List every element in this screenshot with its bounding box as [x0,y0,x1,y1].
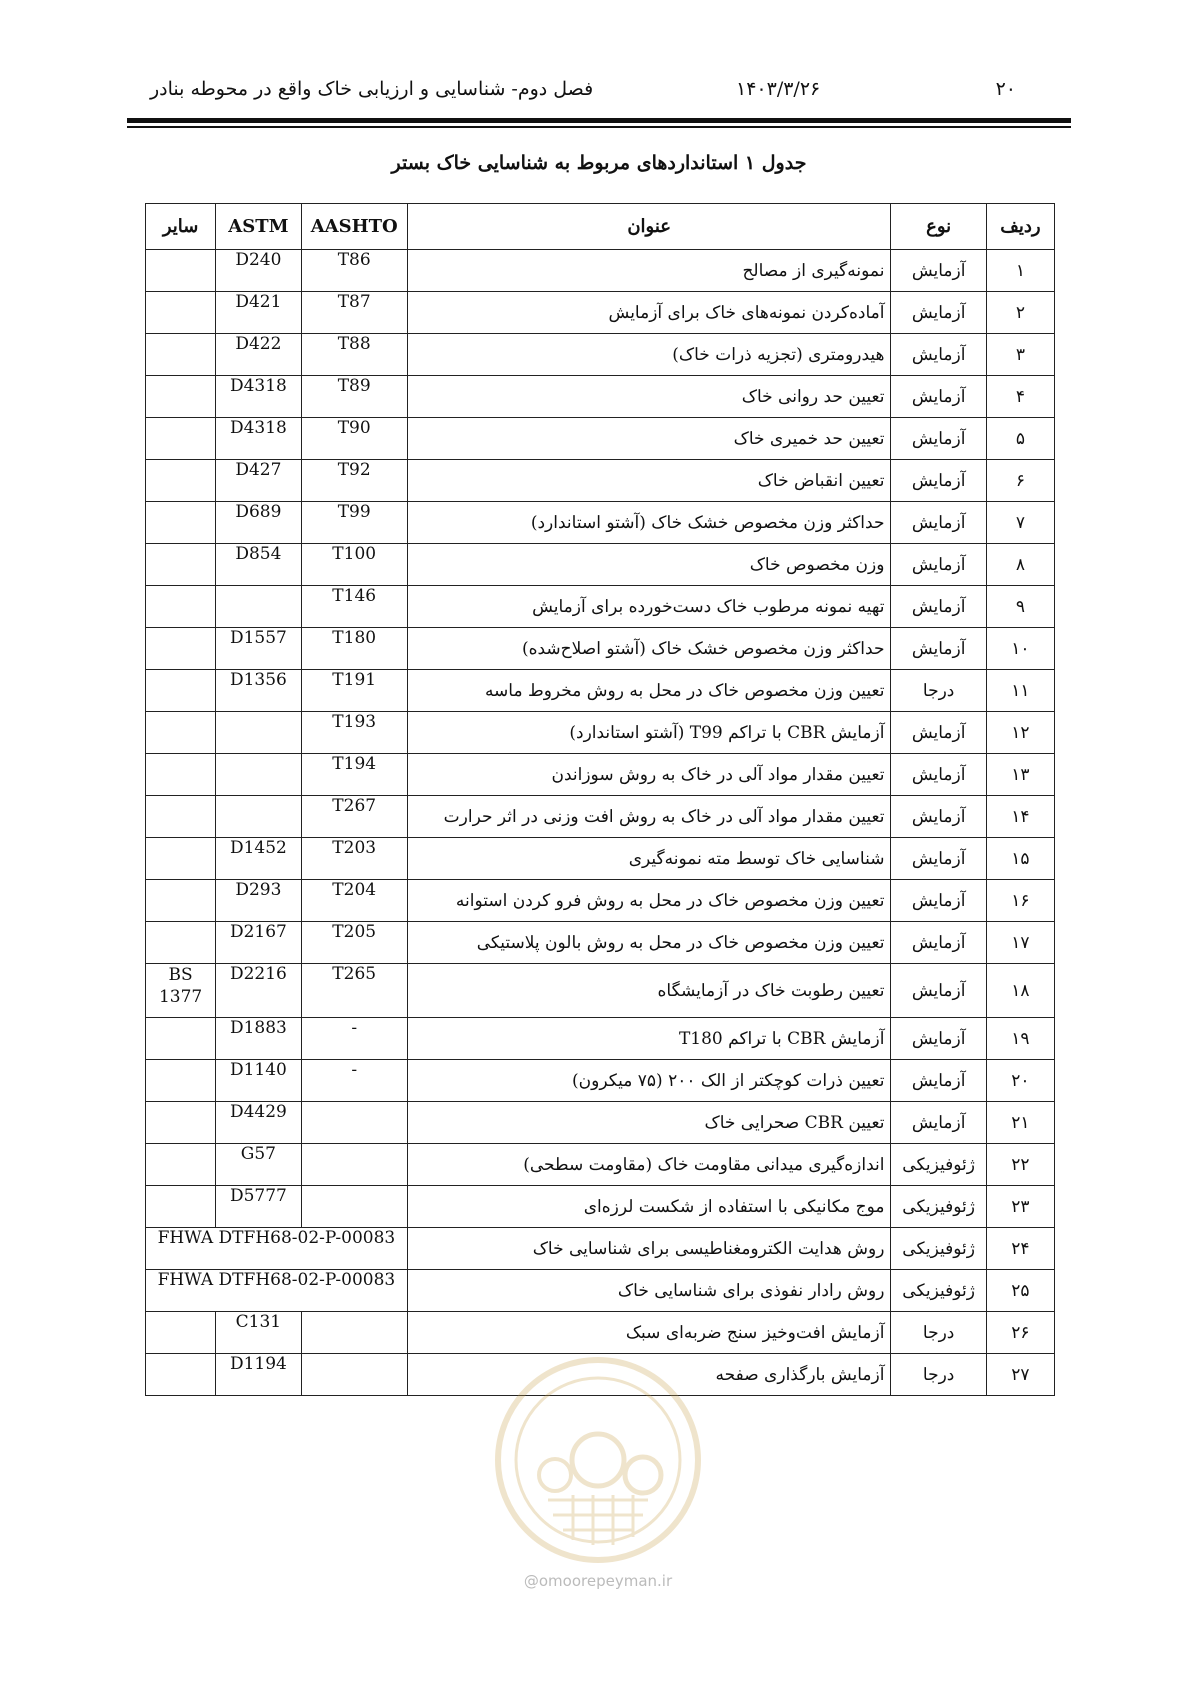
type-cell: آزمایش [891,460,986,502]
row-number-cell: ۷ [986,502,1054,544]
row-number-cell: ۱۲ [986,712,1054,754]
table-row [146,460,1055,502]
watermark-url: @omoorepeyman.ir [523,1572,673,1590]
aashto-cell [301,1102,407,1144]
row-number-cell: ۲۱ [986,1102,1054,1144]
table-row [146,712,1055,754]
astm-cell: C131 [216,1312,301,1354]
type-cell: آزمایش [891,1060,986,1102]
other-standard-cell [146,502,216,544]
table-caption: جدول ۱ استانداردهای مربوط به شناسایی خاک بستر [391,152,807,174]
type-cell: آزمایش [891,1018,986,1060]
aashto-cell: T194 [301,754,407,796]
title-cell: تعیین وزن مخصوص خاک در محل به روش بالون پلاستیکی [407,922,891,964]
other-standard-cell [146,670,216,712]
header-row-no: ردیف [986,204,1054,250]
type-cell: آزمایش [891,964,986,1018]
table-row [146,754,1055,796]
title-cell: تعیین ذرات کوچکتر از الک ۲۰۰ (۷۵ میکرون) [407,1060,891,1102]
type-cell: ژئوفیزیکی [891,1228,986,1270]
row-number-cell: ۲۵ [986,1270,1054,1312]
row-number-cell: ۶ [986,460,1054,502]
type-cell: آزمایش [891,418,986,460]
row-number-cell: ۱۵ [986,838,1054,880]
title-cell: شناسایی خاک توسط مته نمونه‌گیری [407,838,891,880]
title-cell: آماده‌کردن نمونه‌های خاک برای آزمایش [407,292,891,334]
astm-cell: D5777 [216,1186,301,1228]
aashto-cell: T86 [301,250,407,292]
other-standard-cell [146,796,216,838]
other-standard-cell [146,1186,216,1228]
row-number-cell: ۲۰ [986,1060,1054,1102]
title-cell: تعیین وزن مخصوص خاک در محل به روش فرو کردن استوانه [407,880,891,922]
aashto-cell: - [301,1018,407,1060]
astm-cell: G57 [216,1144,301,1186]
table-row [146,1270,1055,1312]
title-cell: حداکثر وزن مخصوص خشک خاک (آشتو اصلاح‌شده) [407,628,891,670]
title-cell: آزمایش افت‌وخیز سنج ضربه‌ای سبک [407,1312,891,1354]
row-number-cell: ۱ [986,250,1054,292]
astm-cell: D1140 [216,1060,301,1102]
table-header-row [146,204,1055,250]
astm-cell [216,712,301,754]
row-number-cell: ۱۰ [986,628,1054,670]
type-cell: آزمایش [891,838,986,880]
astm-cell: D4318 [216,376,301,418]
astm-cell: D2167 [216,922,301,964]
aashto-cell: T100 [301,544,407,586]
row-number-cell: ۲ [986,292,1054,334]
title-cell: روش هدایت الکترومغناطیسی برای شناسایی خاک [407,1228,891,1270]
header-rule-thin [127,126,1071,128]
aashto-cell: T87 [301,292,407,334]
astm-cell: D1452 [216,838,301,880]
row-number-cell: ۱۳ [986,754,1054,796]
merged-standard-cell: FHWA DTFH68-02-P-00083 [146,1270,408,1312]
row-number-cell: ۱۴ [986,796,1054,838]
title-cell: آزمایش CBR با تراکم T99 (آشتو استاندارد) [407,712,891,754]
type-cell: آزمایش [891,922,986,964]
type-cell: درجا [891,1354,986,1396]
aashto-cell: T88 [301,334,407,376]
title-cell: تعیین CBR صحرایی خاک [407,1102,891,1144]
table-row [146,922,1055,964]
title-cell: نمونه‌گیری از مصالح [407,250,891,292]
row-number-cell: ۳ [986,334,1054,376]
table-row [146,250,1055,292]
other-standard-cell [146,754,216,796]
type-cell: ژئوفیزیکی [891,1186,986,1228]
title-cell: تعیین مقدار مواد آلی در خاک به روش سوزاندن [407,754,891,796]
table-row [146,1060,1055,1102]
title-cell: تعیین حد خمیری خاک [407,418,891,460]
title-cell: تعیین وزن مخصوص خاک در محل به روش مخروط ماسه [407,670,891,712]
aashto-cell: T89 [301,376,407,418]
aashto-cell: - [301,1060,407,1102]
astm-cell: D4429 [216,1102,301,1144]
other-standard-cell [146,712,216,754]
type-cell: آزمایش [891,628,986,670]
standards-table [145,203,1055,1396]
astm-cell: D293 [216,880,301,922]
aashto-cell: T267 [301,796,407,838]
title-cell: تعیین حد روانی خاک [407,376,891,418]
table-row [146,628,1055,670]
row-number-cell: ۹ [986,586,1054,628]
other-standard-cell [146,1018,216,1060]
type-cell: آزمایش [891,376,986,418]
astm-cell: D1356 [216,670,301,712]
title-cell: وزن مخصوص خاک [407,544,891,586]
other-standard-cell [146,586,216,628]
other-standard-cell [146,292,216,334]
header-title: عنوان [407,204,891,250]
title-cell: آزمایش CBR با تراکم T180 [407,1018,891,1060]
other-standard-cell [146,376,216,418]
aashto-cell: T193 [301,712,407,754]
type-cell: آزمایش [891,586,986,628]
other-standard-cell [146,250,216,292]
title-cell: اندازه‌گیری میدانی مقاومت خاک (مقاومت سطحی) [407,1144,891,1186]
aashto-cell: T203 [301,838,407,880]
page-header [150,78,1040,114]
type-cell: ژئوفیزیکی [891,1270,986,1312]
title-cell: تهیه نمونه مرطوب خاک دست‌خورده برای آزمایش [407,586,891,628]
type-cell: درجا [891,1312,986,1354]
other-standard-cell [146,334,216,376]
astm-cell: D240 [216,250,301,292]
table-row [146,418,1055,460]
table-row [146,292,1055,334]
astm-cell: D854 [216,544,301,586]
other-standard-cell [146,1102,216,1144]
type-cell: آزمایش [891,1102,986,1144]
title-cell: روش رادار نفوذی برای شناسایی خاک [407,1270,891,1312]
table-row [146,544,1055,586]
table-row [146,1018,1055,1060]
table-row [146,586,1055,628]
other-standard-cell [146,1354,216,1396]
other-standard-cell [146,880,216,922]
other-standard-cell [146,922,216,964]
aashto-cell: T191 [301,670,407,712]
row-number-cell: ۸ [986,544,1054,586]
aashto-cell: T92 [301,460,407,502]
row-number-cell: ۱۹ [986,1018,1054,1060]
other-standard-cell [146,418,216,460]
astm-cell: D427 [216,460,301,502]
astm-cell: D689 [216,502,301,544]
type-cell: آزمایش [891,292,986,334]
header-aashto: AASHTO [301,204,407,250]
other-standard-cell [146,1144,216,1186]
header-type: نوع [891,204,986,250]
header-other: سایر [146,204,216,250]
aashto-cell: T205 [301,922,407,964]
row-number-cell: ۱۶ [986,880,1054,922]
table-row [146,1144,1055,1186]
other-standard-cell: BS 1377 [146,964,216,1018]
header-date: ۱۴۰۳/۳/۲۶ [736,78,821,100]
type-cell: ژئوفیزیکی [891,1144,986,1186]
table-row [146,502,1055,544]
other-standard-cell [146,1060,216,1102]
astm-cell: D1557 [216,628,301,670]
aashto-cell: T99 [301,502,407,544]
title-cell: موج مکانیکی با استفاده از شکست لرزه‌ای [407,1186,891,1228]
astm-cell [216,586,301,628]
other-standard-cell [146,460,216,502]
table-row [146,796,1055,838]
type-cell: آزمایش [891,544,986,586]
type-cell: آزمایش [891,334,986,376]
title-cell: حداکثر وزن مخصوص خشک خاک (آشتو استاندارد) [407,502,891,544]
other-standard-cell [146,544,216,586]
type-cell: آزمایش [891,250,986,292]
table-row [146,376,1055,418]
row-number-cell: ۲۶ [986,1312,1054,1354]
type-cell: آزمایش [891,796,986,838]
page-number: ۲۰ [995,78,1016,100]
row-number-cell: ۱۷ [986,922,1054,964]
aashto-cell [301,1144,407,1186]
table-row [146,964,1055,1018]
aashto-cell: T180 [301,628,407,670]
other-standard-cell [146,628,216,670]
table-row [146,1228,1055,1270]
table-row [146,670,1055,712]
aashto-cell [301,1312,407,1354]
merged-standard-cell: FHWA DTFH68-02-P-00083 [146,1228,408,1270]
astm-cell [216,796,301,838]
row-number-cell: ۲۲ [986,1144,1054,1186]
astm-cell: D1883 [216,1018,301,1060]
title-cell: تعیین انقباض خاک [407,460,891,502]
table-row [146,334,1055,376]
aashto-cell: T90 [301,418,407,460]
type-cell: آزمایش [891,712,986,754]
other-standard-cell [146,838,216,880]
row-number-cell: ۱۱ [986,670,1054,712]
astm-cell: D421 [216,292,301,334]
aashto-cell: T265 [301,964,407,1018]
row-number-cell: ۲۴ [986,1228,1054,1270]
aashto-cell [301,1354,407,1396]
other-standard-cell [146,1312,216,1354]
table-row [146,1102,1055,1144]
row-number-cell: ۲۷ [986,1354,1054,1396]
row-number-cell: ۴ [986,376,1054,418]
aashto-cell: T146 [301,586,407,628]
table-row [146,838,1055,880]
type-cell: درجا [891,670,986,712]
row-number-cell: ۲۳ [986,1186,1054,1228]
title-cell: هیدرومتری (تجزیه ذرات خاک) [407,334,891,376]
astm-cell: D1194 [216,1354,301,1396]
aashto-cell [301,1186,407,1228]
row-number-cell: ۱۸ [986,964,1054,1018]
header-rule-thick [127,118,1071,123]
astm-cell [216,754,301,796]
table-row [146,1312,1055,1354]
astm-cell: D422 [216,334,301,376]
chapter-title: فصل دوم- شناسایی و ارزیابی خاک واقع در محوطه بنادر [150,78,594,100]
header-astm: ASTM [216,204,301,250]
type-cell: آزمایش [891,502,986,544]
type-cell: آزمایش [891,754,986,796]
title-cell: تعیین رطوبت خاک در آزمایشگاه [407,964,891,1018]
table-row [146,1186,1055,1228]
watermark-logo [493,1355,703,1565]
type-cell: آزمایش [891,880,986,922]
row-number-cell: ۵ [986,418,1054,460]
astm-cell: D4318 [216,418,301,460]
title-cell: تعیین مقدار مواد آلی در خاک به روش افت وزنی در اثر حرارت [407,796,891,838]
aashto-cell: T204 [301,880,407,922]
table-row [146,880,1055,922]
title-cell: آزمایش بارگذاری صفحه [407,1354,891,1396]
astm-cell: D2216 [216,964,301,1018]
